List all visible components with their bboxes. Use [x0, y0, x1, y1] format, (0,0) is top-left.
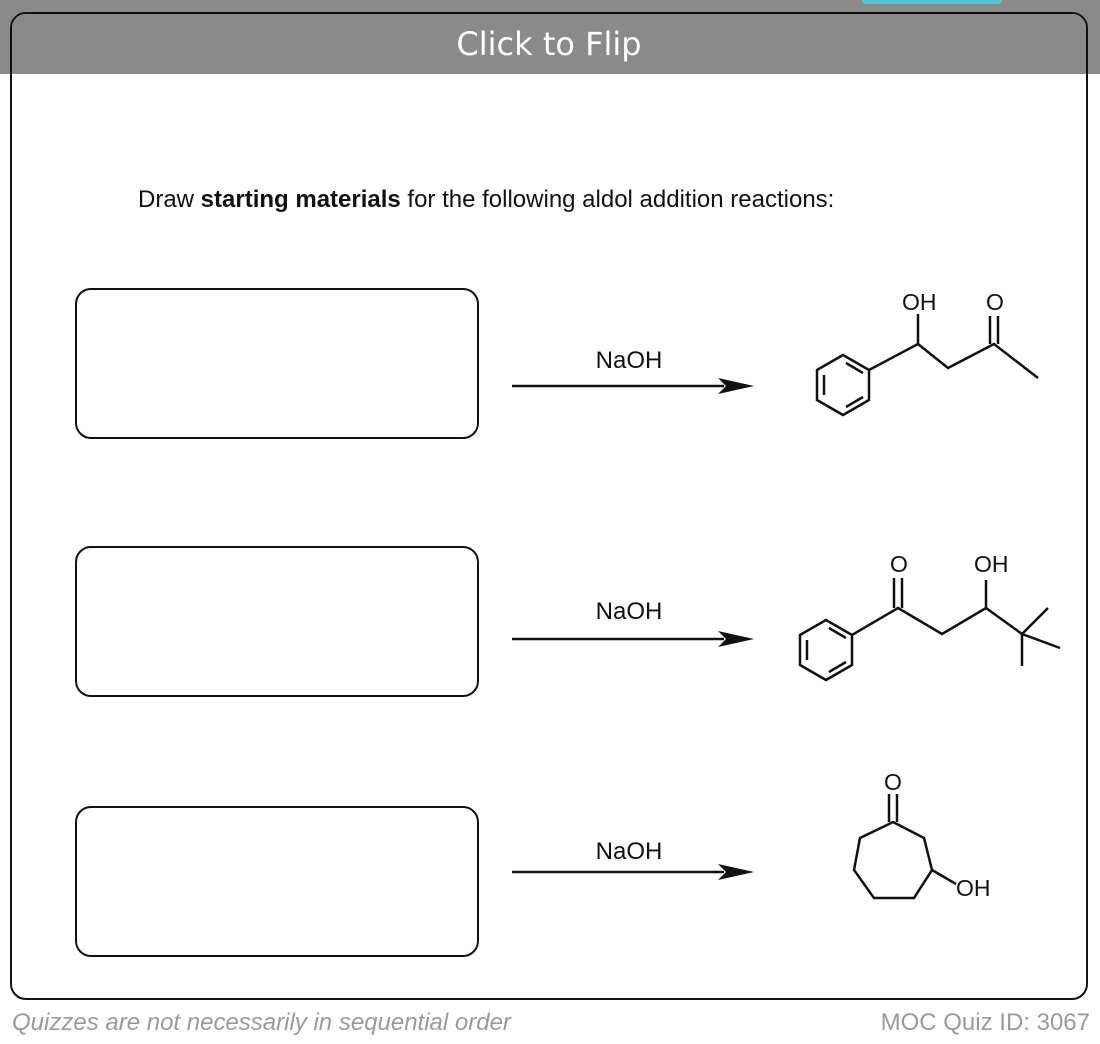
reagent-label-1: NaOH [595, 347, 663, 374]
click-to-flip-button[interactable]: Click to Flip [12, 14, 1086, 74]
answer-box-2[interactable] [75, 546, 479, 697]
product-molecule-3 [830, 766, 1030, 946]
reagent-label-3: NaOH [595, 838, 663, 865]
footer-note: Quizzes are not necessarily in sequential order [12, 1009, 511, 1036]
product-molecule-1 [790, 286, 1050, 446]
reaction-arrow-1 [512, 376, 762, 396]
reaction-arrow-2 [512, 629, 762, 649]
product-1-o-label: O [986, 289, 1004, 315]
quiz-id: MOC Quiz ID: 3067 [880, 1009, 1090, 1036]
product-3-o-label: O [884, 769, 902, 795]
answer-box-3[interactable] [75, 806, 479, 957]
flashcard [10, 12, 1088, 1000]
product-3-oh-label: OH [956, 875, 991, 901]
product-2-o-label: O [890, 551, 908, 577]
product-2-oh-label: OH [974, 551, 1009, 577]
answer-box-1[interactable] [75, 288, 479, 439]
question-text [138, 186, 834, 214]
reaction-arrow-3 [512, 862, 762, 882]
question-emphasis: starting materials [200, 186, 401, 213]
reagent-label-2: NaOH [595, 598, 663, 625]
question-suffix: for the following aldol addition reactions: [400, 186, 835, 213]
question-prefix: Draw [138, 186, 201, 213]
product-molecule-2 [778, 536, 1058, 696]
product-1-oh-label: OH [902, 289, 937, 315]
top-accent-tab [862, 0, 1002, 4]
